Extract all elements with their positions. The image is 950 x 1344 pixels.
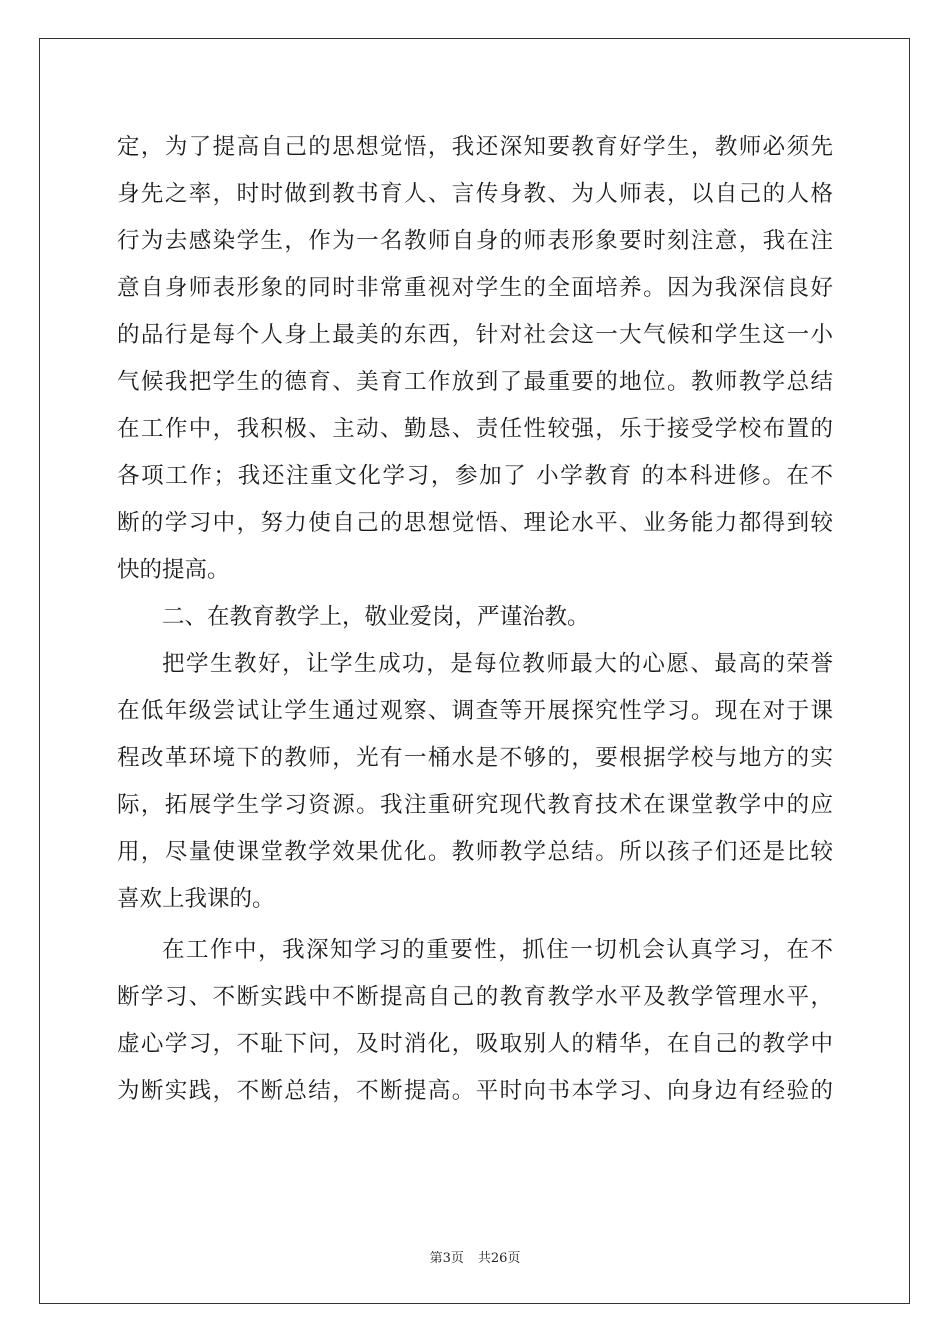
page-number: 第3页 [429, 1251, 464, 1266]
text-line: 身先之率，时时做到教书育人、言传身教、为人师表，以自己的人格 [117, 181, 833, 207]
text-line: 行为去感染学生，作为一名教师自身的师表形象要时刻注意，我在注 [117, 228, 833, 254]
page-footer [0, 1247, 950, 1266]
text-line: 为断实践，不断总结，不断提高。平时向书本学习、向身边有经验的 [117, 1078, 833, 1104]
text-line: 的品行是每个人身上最美的东西，针对社会这一大气候和学生这一小 [117, 322, 833, 348]
text-line: 在工作中，我积极、主动、勤恳、责任性较强，乐于接受学校布置的 [117, 416, 833, 442]
text-line: 程改革环境下的教师，光有一桶水是不够的，要根据学校与地方的实 [117, 745, 833, 771]
text-line: 快的提高。 [117, 557, 230, 583]
text-line: 用，尽量使课堂教学效果优化。教师教学总结。所以孩子们还是比较 [117, 839, 833, 865]
text-line: 喜欢上我课的。 [117, 886, 275, 912]
text-line: 在低年级尝试让学生通过观察、调查等开展探究性学习。现在对于课 [117, 698, 833, 724]
text-line: 际，拓展学生学习资源。我注重研究现代教育技术在课堂教学中的应 [117, 792, 833, 818]
text-line: 气候我把学生的德育、美育工作放到了最重要的地位。教师教学总结 [117, 369, 833, 395]
text-line: 意自身师表形象的同时非常重视对学生的全面培养。因为我深信良好 [117, 275, 833, 301]
text-line: 虚心学习，不耻下问，及时消化，吸取别人的精华，在自己的教学中 [117, 1031, 833, 1057]
total-pages: 共26页 [477, 1251, 521, 1266]
paragraph-first-line: 把学生教好，让学生成功，是每位教师最大的心愿、最高的荣誉 [162, 651, 833, 677]
section-heading: 二、在教育教学上，敬业爱岗，严谨治教。 [162, 604, 590, 630]
text-line: 各项工作；我还注重文化学习，参加了 小学教育 的本科进修。在不 [117, 463, 833, 489]
text-line: 断学习、不断实践中不断提高自己的教育教学水平及教学管理水平， [117, 984, 833, 1010]
paragraph-first-line: 在工作中，我深知学习的重要性，抓住一切机会认真学习，在不 [162, 937, 833, 963]
body-text [117, 124, 833, 1115]
text-line: 定，为了提高自己的思想觉悟，我还深知要教育好学生，教师必须先 [117, 134, 833, 160]
text-line: 断的学习中，努力使自己的思想觉悟、理论水平、业务能力都得到较 [117, 510, 833, 536]
